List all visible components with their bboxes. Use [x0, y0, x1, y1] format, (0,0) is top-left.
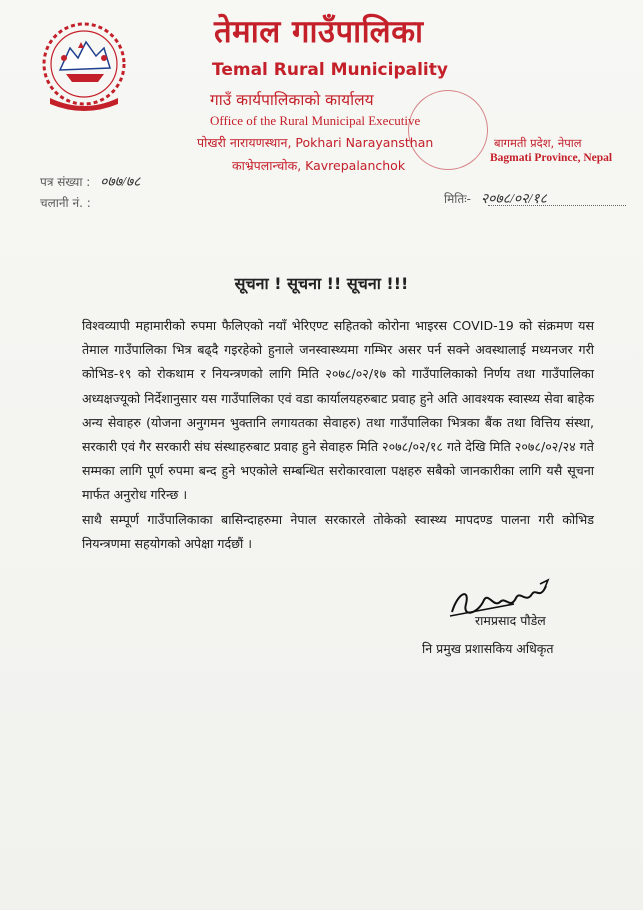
province-en: Bagmati Province, Nepal: [490, 152, 613, 164]
address-line-1: पोखरी नारायणस्थान, Pokhari Narayansthan: [197, 135, 434, 150]
office-stamp: [398, 80, 499, 181]
office-name-np: गाउँ कार्यपालिकाको कार्यालय: [210, 91, 374, 109]
date-label: मितिः-: [444, 192, 471, 206]
reference-number: [40, 172, 140, 191]
notice-title: सूचना ! सूचना !! सूचना !!!: [234, 274, 409, 293]
signatory-name: रामप्रसाद पौडेल: [475, 613, 546, 628]
date-underline: [488, 205, 626, 206]
reference-value: ०७७/७८: [100, 175, 141, 190]
body-paragraph-1: विश्वव्यापी महामारीको रुपमा फैलिएको नयाँ भेरिएण्ट सहितको कोरोना भाइरस COVID-19 को संक्रमण यस तेमाल गाउँपालिका भित्र बढ्दै गइरहेको हुनाले जनस्वास्थ्यमा गम्भिर असर पर्न सक्ने अवस्थालाई मध्यनजर गरी कोभिड-१९ को रोकथाम र नियन्त्रणको लागि मिति २०७८/०२/१७ को गाउँपालिकाको निर्णय तथा गाउँपालिका अध्यक्षज्यूको निर्देशानुसार यस गाउँपालिका एवं वडा कार्यालयहरुबाट प्रवाह हुने अति आवश्यक स्वास्थ्य सेवा बाहेक अन्य सेवाहरु (योजना अनुगमन भुक्तानि लगायतका सेवाहरु) तथा गाउँपालिका भित्रका बैंक तथा वित्तिय संस्था, सरकारी एवं गैर सरकारी संघ संस्थाहरुबाट प्रवाह हुने सेवाहरु मिति २०७८/०२/१८ गते देखि मिति २०७८/०२/२४ गते सम्मका लागि पूर्ण रुपमा बन्द हुने भएकोले सम्बन्धित सरोकारवाला पक्षहरु सबैको जानकारीका लागि यसै सूचना मार्फत अनुरोध गरिन्छ ।: [82, 318, 594, 503]
reference-label: पत्र संख्या :: [40, 175, 91, 189]
dispatch-label: चलानी नं. :: [40, 196, 91, 210]
body-paragraph-2: साथै सम्पूर्ण गाउँपालिकाका बासिन्दाहरुमा नेपाल सरकारले तोकेको स्वास्थ्य मापदण्ड पालना गरी कोभिड नियन्त्रणमा सहयोगको अपेक्षा गर्दछौं ।: [82, 511, 594, 551]
address-line-2: काभ्रेपलान्चोक, Kavrepalanchok: [232, 158, 406, 173]
date-value: २०७८/०२/१८: [480, 192, 547, 207]
notice-body: [82, 314, 594, 556]
municipality-name-np: तेमाल गाउँपालिका: [214, 14, 424, 50]
office-name-en: Office of the Rural Municipal Executive: [210, 113, 421, 128]
dispatch-number: [40, 194, 97, 212]
province-np: बागमती प्रदेश, नेपाल: [494, 136, 582, 150]
municipality-name-en: Temal Rural Municipality: [212, 60, 448, 80]
nepal-emblem-icon: [38, 18, 130, 114]
signatory-title: नि प्रमुख प्रशासकिय अधिकृत: [422, 641, 554, 656]
